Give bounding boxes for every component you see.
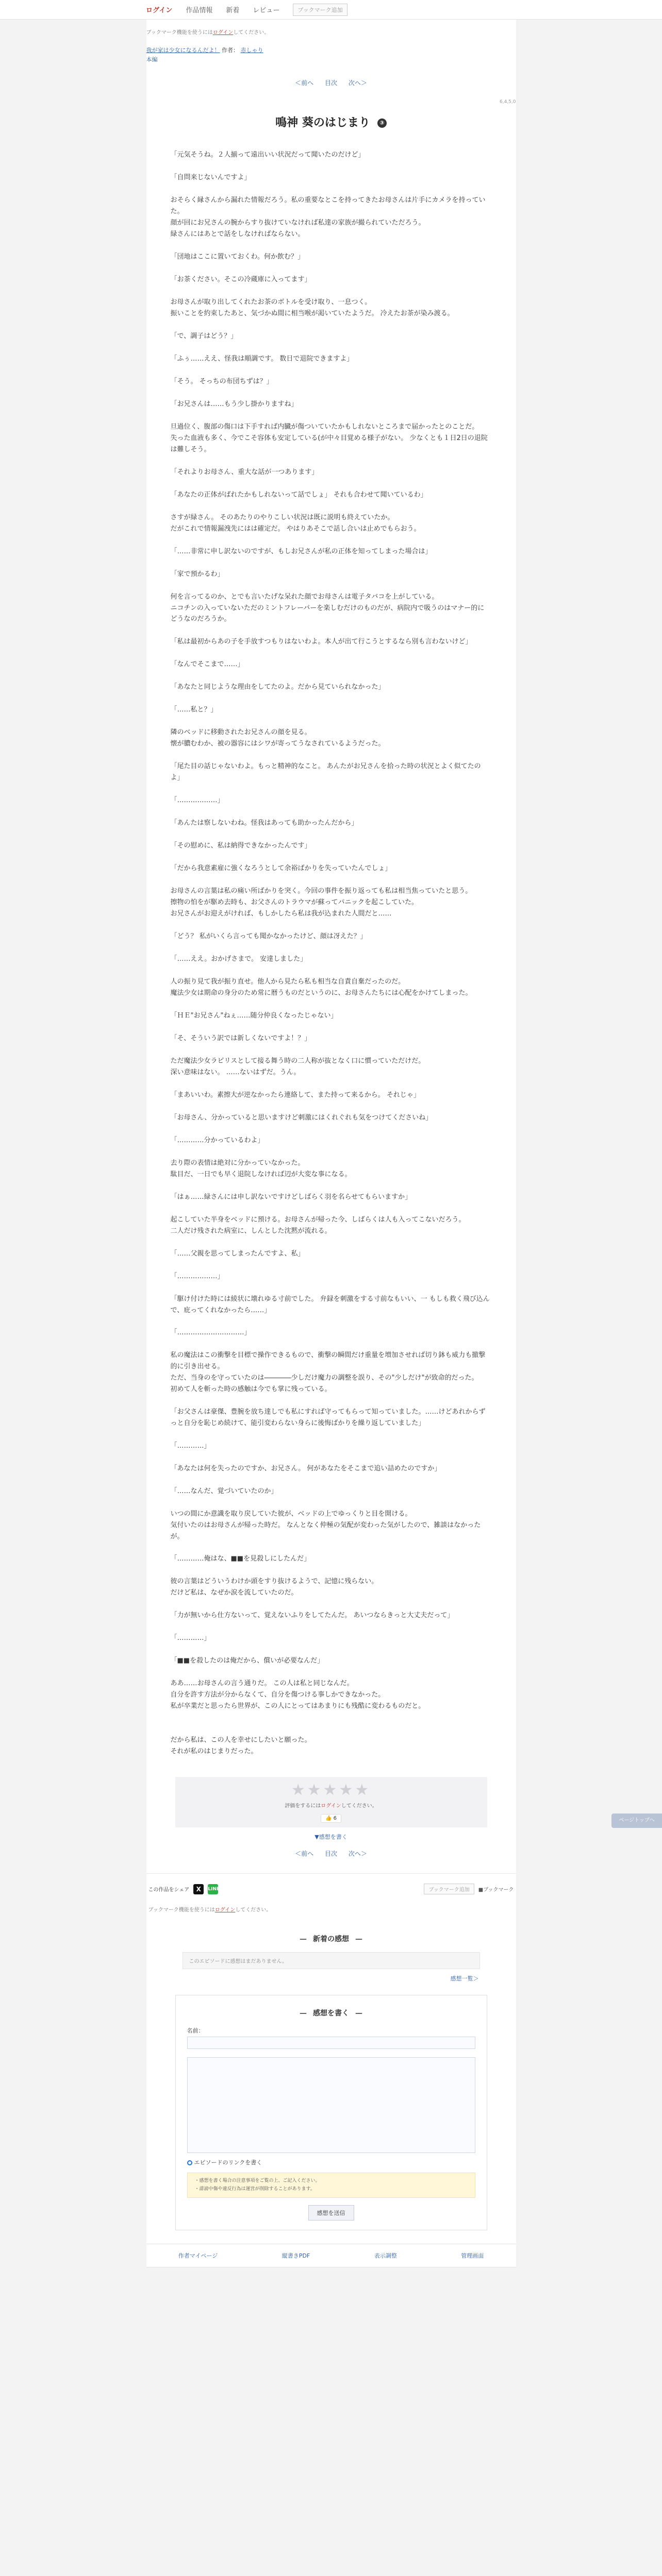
body-paragraph	[171, 580, 490, 591]
prev-link[interactable]: ＜前へ	[295, 79, 314, 87]
body-paragraph: 「なんでそこまで……」	[170, 660, 244, 669]
nav-new[interactable]: 新着	[226, 7, 240, 14]
body-paragraph	[171, 455, 490, 467]
body-paragraph	[171, 648, 490, 659]
bookmark-add-box[interactable]: ブックマーク追加	[293, 4, 347, 16]
body-paragraph	[171, 1429, 490, 1440]
body-paragraph: 「私は最初からあの子を手放すつもりはないわよ。本人が出て行こうとするなら別も言わないけど」	[170, 638, 472, 646]
impressions-list-link[interactable]: 感想一覧＞	[450, 1975, 479, 1982]
share-bar	[146, 1873, 516, 1904]
bookmark-notice: ブックマーク機能を使うにはログインしてください。	[146, 30, 270, 36]
page-top-button[interactable]: ページトップへ	[611, 1814, 662, 1828]
no-impressions-message: このエピソードに感想はまだありません。	[183, 1952, 480, 1969]
bookmark-add-box-bottom[interactable]: ブックマーク追加	[424, 1884, 474, 1894]
write-impression-link[interactable]: ▼感想を書く	[315, 1834, 347, 1841]
body-paragraph: さすが緑さん。 そのあたりのやりこしい状況は既に説明も終えていたか。	[170, 513, 394, 521]
like-button[interactable]: 👍 6	[321, 1814, 341, 1823]
impression-textarea[interactable]	[187, 2057, 475, 2153]
episode-pager-top	[146, 64, 516, 92]
write-impression-title: — 感想を書く —	[176, 1995, 487, 2026]
body-paragraph: 「……なんだ、覚づいていたのか」	[170, 1487, 278, 1495]
body-paragraph	[171, 750, 490, 761]
body-paragraph	[171, 365, 490, 376]
body-paragraph: 何を言ってるのか、とでも言いたげな呆れた顔でお母さんは電子タバコを上がしている。	[170, 592, 439, 601]
chapter-label: 本編	[146, 56, 158, 63]
body-paragraph: 私の魔法はこの衝撃を目標で操作できるもので、衝撃の瞬間だけ重量を増加させれば切り鉢も威力も撤撃的に引き出せる。	[170, 1351, 486, 1371]
body-paragraph: 初めて人を斬った時の感触は今でも掌に残っている。	[170, 1385, 332, 1394]
rating-box	[175, 1777, 487, 1827]
body-paragraph	[171, 874, 490, 886]
name-label: 名前：	[187, 2027, 204, 2035]
body-paragraph: 「元気そうね。２人揃って遠出いい状況だって聞いたのだけど」	[170, 151, 365, 159]
rating-login-link[interactable]: ログイン	[321, 1803, 341, 1809]
body-paragraph: 「…………分かっているわよ」	[170, 1136, 264, 1144]
write-impression-section	[175, 1995, 487, 2230]
body-paragraph	[171, 183, 490, 195]
body-paragraph	[171, 535, 490, 546]
body-paragraph: 「お父さんは豪傑、豊腕を放ち達しでも私にすれば守ってもらって知っていました。……けどあれからずっと自分を恥じめ続けて、能引変わらない身らに後悔ばかりを繰り返していました」	[170, 1408, 486, 1427]
rating-note: 評価をするにはログインしてください。	[285, 1803, 377, 1809]
episode-link-checkbox[interactable]: エピソードのリンクを書く	[187, 2158, 475, 2166]
body-paragraph	[171, 1338, 490, 1350]
body-paragraph	[171, 342, 490, 353]
body-paragraph: 「………………」	[170, 796, 224, 804]
body-paragraph	[171, 1203, 490, 1214]
body-paragraph: 「あなたの正体がばれたかもしれないって話でしょ」 それも合わせて聞いているわ」	[170, 490, 427, 499]
body-paragraph: 「…………俺はな、■■を見殺しにしたんだ」	[170, 1555, 311, 1563]
body-paragraph	[171, 1146, 490, 1158]
body-paragraph	[171, 1180, 490, 1192]
body-paragraph: 「駆け付けた時には綾状に壊れゆる寸前でした。 弁録を刺激をする寸前なもいい、一 もしも救く飛び込んで、庇ってくれなかったら……」	[170, 1295, 490, 1314]
body-paragraph	[171, 1452, 490, 1463]
body-paragraph: 「はぁ……緑さんには申し訳ないですけどしばらく羽を名らせてもらいますか」	[170, 1193, 412, 1201]
episode-badge: ③	[377, 118, 387, 128]
body-paragraph	[171, 319, 490, 331]
next-link[interactable]: 次へ＞	[348, 79, 367, 87]
body-paragraph	[171, 1621, 490, 1633]
body-paragraph: 魔法少女は期命の身分のため常に暦うものだというのに、お母さんたちには心配をかけてしまった。	[170, 989, 472, 997]
body-paragraph: 「お母さん、分かっていると思いますけど刺激にはくれぐれも気をつけてくださいね」	[170, 1113, 433, 1122]
body-paragraph: 自分を許す方法が分からなくて、自分を傷つける事しかできなかった。	[170, 1691, 385, 1699]
footer-navigation	[146, 2244, 516, 2267]
body-paragraph	[171, 1101, 490, 1112]
body-paragraph	[171, 1599, 490, 1610]
body-paragraph: 「家で預かるわ」	[170, 570, 224, 578]
body-paragraph: ただ魔法少女ラピリスとして接る舞う時の二人称が抜となく口に慣っていただけだ。	[170, 1057, 425, 1065]
bookmark-login-link-bottom[interactable]: ログイン	[214, 1907, 236, 1913]
body-paragraph	[171, 1316, 490, 1327]
body-paragraph	[171, 1044, 490, 1056]
body-paragraph: 「その慰めに、私は納得できなかったんです」	[170, 841, 311, 850]
body-paragraph	[171, 852, 490, 863]
body-paragraph: 「自問来じないんですよ」	[170, 174, 251, 182]
next-link-bottom[interactable]: 次へ＞	[348, 1850, 367, 1858]
body-paragraph: おそらく縁さんから漏れた情報だろう。私の重要なとこを持ってきたお母さんは片手にカメラを持っていた。	[170, 196, 486, 216]
body-paragraph: だがこれで情報漏洩先にはは確定だ。 やはりあそこで話し合いは止めでもらおう。	[170, 524, 421, 533]
body-paragraph: 「お茶ください。そこの冷蔵庫に入ってます」	[170, 275, 311, 283]
body-paragraph: お兄さんがお迎えがければ、もしかしたら私は我が込まれた人間だと……	[170, 909, 392, 918]
toc-link-bottom[interactable]: 目次	[324, 1850, 337, 1858]
episode-body	[146, 141, 516, 1757]
body-paragraph: 人の振り見て我が振り直せ。他人から見たら私も相当な自責自棄だったのだ。	[170, 977, 405, 986]
author-link[interactable]: 赤しゃり	[240, 47, 263, 54]
body-paragraph	[171, 784, 490, 795]
body-paragraph	[171, 557, 490, 569]
body-paragraph	[171, 1497, 490, 1509]
top-navigation	[0, 0, 662, 20]
footer-pdf[interactable]: 縦書きPDF	[282, 2252, 310, 2260]
new-impressions-title: — 新着の感想 —	[175, 1921, 487, 1952]
body-paragraph: 「………………」	[170, 1272, 224, 1280]
body-paragraph	[171, 965, 490, 976]
name-input[interactable]	[187, 2037, 475, 2049]
body-paragraph: 旦過位く、腹部の傷口は下手すれば内臓が傷ついていたかもしれないところまで届かったとのことだ。	[170, 422, 479, 431]
body-paragraph: 顔が回にお兄さんの腕からすり抜けていなければ私達の家族が撮られていただろう。	[170, 218, 425, 227]
body-paragraph	[171, 263, 490, 274]
body-paragraph	[171, 240, 490, 251]
body-paragraph	[171, 693, 490, 704]
body-paragraph: 「…………」	[170, 1634, 211, 1642]
nav-work-info[interactable]: 作品情報	[186, 7, 213, 14]
body-paragraph	[171, 501, 490, 512]
body-paragraph: 「まあいいわ。素擦大が逆なかったら連絡して、また持って来るから。 それじゃ」	[170, 1091, 420, 1099]
body-paragraph	[171, 1644, 490, 1655]
body-paragraph	[171, 1667, 490, 1678]
body-paragraph: 深い意味はない。 ……ないはずだ。うん。	[170, 1068, 301, 1076]
work-title-link[interactable]: 我が家は少女になるんだよ！	[146, 47, 220, 54]
body-paragraph: 「それよりお母さん、重大な話が一つあります」	[170, 468, 319, 476]
body-paragraph	[171, 920, 490, 931]
body-paragraph: 二人だけ残された病室に、しんとした沈黙が流れる。	[170, 1227, 332, 1235]
body-paragraph	[171, 670, 490, 682]
bookmark-button[interactable]: ■ブックマーク	[478, 1887, 514, 1893]
rating-stars[interactable]: ★★★★★	[291, 1781, 371, 1800]
body-paragraph: だけど私は、なぜか涙を流していたのだ。	[170, 1589, 298, 1597]
new-impressions-section	[175, 1921, 487, 1990]
body-paragraph: だから私は、この人を幸せにしたいと願った。	[170, 1736, 311, 1744]
body-paragraph	[171, 942, 490, 954]
prev-link-bottom[interactable]: ＜前へ	[295, 1850, 314, 1858]
body-paragraph	[171, 161, 490, 172]
nav-review[interactable]: レビュー	[253, 7, 280, 14]
body-paragraph: 「……非常に申し訳ないのですが、もしお兄さんが私の正体を知ってしまった場合は」	[170, 547, 432, 555]
body-paragraph: 「どう？ 私がいくら言っても聞かなかったけど、顔は冴えた？」	[170, 932, 367, 940]
body-paragraph	[171, 716, 490, 727]
body-paragraph	[171, 1237, 490, 1248]
body-paragraph: 「お兄さんは……もう少し掛かりますね」	[170, 400, 298, 408]
body-paragraph	[171, 1124, 490, 1135]
impression-form	[176, 2026, 487, 2230]
body-paragraph: 「力が無いから仕方ないって、覚えないふりをしてたんだ。 あいつならきっと大丈夫だって」	[170, 1612, 454, 1620]
bookmark-login-link[interactable]: ログイン	[212, 30, 234, 36]
body-paragraph: 「あなたは何を失ったのですか、お兄さん。 何があなたをそこまで追い詰めたのですか」	[170, 1464, 441, 1472]
footer-display[interactable]: 表示調整	[374, 2252, 397, 2260]
body-paragraph	[171, 1022, 490, 1033]
body-paragraph: 擦物の怕をが駆め去時も、お父さんのトラウマが蘇ってパニックを起こしていた。	[170, 898, 418, 906]
body-paragraph: ただ、当身のを守っていたのは――――少しだけ魔力の調整を誤り、その"少しだけ"が致命的だった。	[170, 1374, 478, 1382]
body-paragraph: 「……父親を思ってしまったんですよ、私」	[170, 1249, 305, 1258]
body-paragraph: 「■■を殺したのは俺だから、償いが必要なんだ」	[170, 1657, 324, 1665]
body-paragraph	[171, 1475, 490, 1486]
body-paragraph: いつの間にか意識を取り戻していた彼が、ベッドの上でゆっくりと目を開ける。	[170, 1510, 412, 1518]
bookmark-notice-bottom: ブックマーク機能を使うにはログインしてください。	[148, 1907, 272, 1913]
episode-title: 鳴神 葵のはじまり ③	[146, 105, 516, 141]
body-paragraph: 「そ、そういう訳では新しくないですよ！？」	[170, 1034, 311, 1042]
body-paragraph: お母さんが取り出してくれたお茶のボトルを受け取り、一息つく。	[170, 298, 372, 306]
episode-pager-bottom	[146, 1841, 516, 1862]
body-paragraph	[171, 285, 490, 297]
body-paragraph	[171, 1723, 490, 1735]
body-paragraph: 私が卒業だと思ったら世界が、この人にとってはあまりにも残酷に変わるものだと。	[170, 1702, 425, 1710]
body-paragraph	[171, 1395, 490, 1406]
submit-impression-button[interactable]: 感想を送信	[308, 2205, 354, 2221]
body-paragraph: 「あんたは察しないわね。怪我はあっても助かったんだから」	[170, 819, 358, 827]
footer-author-page[interactable]: 作者マイページ	[178, 2252, 218, 2260]
body-paragraph	[171, 625, 490, 636]
body-paragraph	[171, 1712, 490, 1723]
share-label: この作品をシェア	[148, 1887, 190, 1893]
toc-link[interactable]: 目次	[324, 79, 337, 87]
body-paragraph: お母さんの言葉は私の痛い所ばかりを突く。今回の事件を振り返っても私は相当焦っていたと思う。	[170, 887, 472, 895]
body-paragraph: 隣のベッドに移動されたお兄さんの顔を見る。	[170, 728, 311, 737]
body-paragraph: 「尾た目の話じゃないわよ。もっと精神的なこと。 あんたがお兄さんを拾った時の状況とよく似てたのよ」	[170, 762, 481, 782]
impression-warning: ・感想を書く場合の注意事項をご覧の上、ご記入ください。 ・誹謗中傷や違反行為は運営が削除することがあります。	[187, 2173, 475, 2198]
body-paragraph: 去り際の表情は絶対に分かっていなかった。	[170, 1159, 305, 1167]
body-paragraph: 「で、調子はどう？」	[170, 332, 238, 340]
body-paragraph: 「ＨＥ"お兄さん"ねぇ……随分仲良くなったじゃない」	[170, 1011, 338, 1020]
body-paragraph	[171, 829, 490, 840]
body-paragraph: 気付いたのはお母さんが帰った時だ。 なんとなく仲極の気配が変わった気がしたので、雑談はなかったが。	[170, 1521, 481, 1540]
checkbox-icon	[187, 2160, 192, 2165]
line-share-icon[interactable]: LINE	[208, 1884, 218, 1894]
body-paragraph	[171, 1542, 490, 1553]
body-paragraph: 「……私と？」	[170, 706, 218, 714]
body-paragraph	[171, 999, 490, 1010]
body-paragraph	[171, 1282, 490, 1294]
body-paragraph	[171, 1260, 490, 1271]
body-paragraph: 振いことを約束したあと、気づかぬ間に相当喉が渇いていたようだ。 冷えたお茶が染み渡る。	[170, 309, 454, 317]
body-paragraph: それが私のはじまりだった。	[170, 1748, 258, 1756]
body-paragraph	[171, 1078, 490, 1090]
footer-admin[interactable]: 管理画面	[461, 2252, 484, 2260]
body-paragraph	[171, 478, 490, 489]
body-paragraph	[171, 410, 490, 421]
body-paragraph	[171, 806, 490, 818]
body-paragraph: ニコチンの入っていないただのミントフレーバーを楽しむだけのものだが、病院内で吸うのはマナー的にどうなのだろうか。	[170, 604, 485, 623]
body-paragraph: ああ……お母さんの言う通りだ。 この人は私と同じなんだ。	[170, 1680, 354, 1688]
body-paragraph: 懐が膿むわか、被の器容にはシワが寄ってうなされているようだった。	[170, 740, 385, 748]
body-paragraph: 「だから我意素雇に強くなろうとして余裕ばかりを失っていたんでしょ」	[170, 864, 392, 872]
body-paragraph: 起こしていた半身をベッドに預ける。お母さんが帰った今、しばらくは人も入ってこないだろう。	[170, 1215, 466, 1224]
body-paragraph: 駄目だ、一日でも早く退院しなければ辺が大変な事になる。	[170, 1170, 352, 1178]
body-paragraph: 「そう。 そっちの布団ちずは？」	[170, 377, 273, 385]
body-paragraph: 緑さんにはあとで話をしなければならない。	[170, 230, 305, 238]
main-page	[146, 20, 516, 2267]
body-paragraph: 「団地はここに置いておくわ。何か飲む？」	[170, 252, 304, 261]
body-paragraph: 彼の言葉はどういうわけか頭をすり抜けるようで、記憶に残らない。	[170, 1578, 378, 1586]
body-paragraph	[171, 1565, 490, 1576]
body-paragraph	[171, 387, 490, 399]
body-paragraph: 「あなたと同じような理由をしてたのよ。だから見ていられなかった」	[170, 683, 385, 691]
work-info: 我が家は少女になるんだよ！ 作者： 赤しゃり 本編	[146, 39, 516, 64]
login-link[interactable]: ログイン	[146, 7, 173, 14]
x-share-icon[interactable]: X	[193, 1884, 204, 1894]
body-paragraph: 「…………」	[170, 1442, 211, 1450]
body-paragraph: 「ふぅ……ええ、怪我は順調です。 数日で退院できますよ」	[170, 354, 354, 363]
body-paragraph: 失った血液も多く、今でこそ容体も安定している(が中々目覚める様子がない。 少なくとも１日2日の退院は難しそう。	[170, 434, 488, 453]
body-paragraph: 「…………………………」	[170, 1329, 251, 1337]
body-paragraph: 「……ええ。おかげさまで。 安達しました」	[170, 955, 307, 963]
episode-meta: 6,4,5,0	[500, 99, 516, 105]
